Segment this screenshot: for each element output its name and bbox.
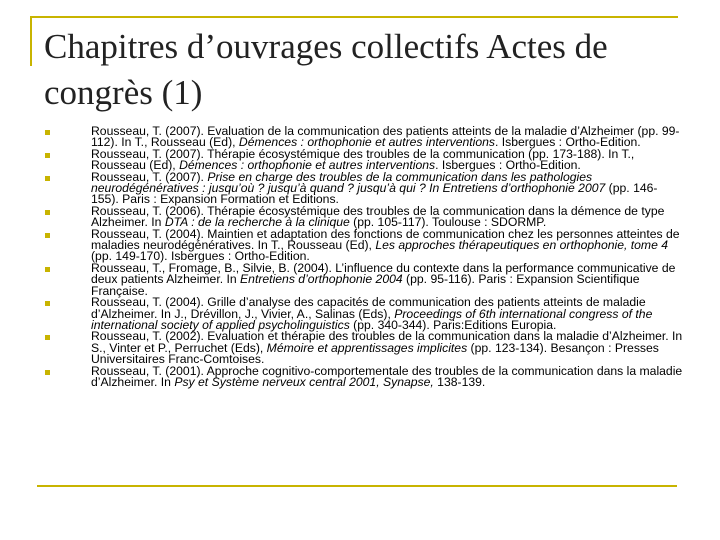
reference-title-italic: Prise en charge des troubles de la communication dans les pathologies neurodégénératives : jusqu’où ? jusqu’à quand ? jusqu’à qui ? In Entretiens d’orthophonie 2007 bbox=[91, 169, 606, 196]
reference-text: (pp. 146-155). Paris : Expansion Formation et Editions. bbox=[91, 181, 658, 207]
reference-title-italic: Les approches thérapeutiques en orthophonie, tome 4 bbox=[375, 238, 669, 253]
reference-text: Rousseau, T., Fromage, B., Silvie, B. (2004). L’influence du contexte dans la performance communicative de deux patients Alzheimer. In bbox=[91, 260, 676, 287]
reference-text: (pp. 95-116). Paris : Expansion Scientifique Française. bbox=[91, 272, 640, 298]
square-bullet-icon bbox=[45, 267, 50, 272]
reference-text: Rousseau, T. (2007). Evaluation de la communication des patients atteints de la maladie d’Alzheimer (pp. 99-112). In T., Rousseau (Ed), bbox=[91, 124, 680, 150]
reference-text: . Isbergues : Ortho-Edition. bbox=[435, 158, 581, 173]
reference-item bbox=[43, 169, 683, 207]
slide-title: Chapitres d’ouvrages collectifs Actes de congrès (1) bbox=[44, 27, 608, 112]
reference-title-italic: Mémoire et apprentissages implicites bbox=[266, 340, 468, 355]
reference-text: Rousseau, T. (2002). Evaluation et thérapie des troubles de la communication dans la maladie d’Alzheimer. In S., Vinter et P., Perruchet (Eds), bbox=[91, 329, 683, 355]
reference-text: Rousseau, T. (2006). Thérapie écosystémique des troubles de la communication dans la démence de type Alzheimer. In bbox=[91, 203, 665, 230]
reference-item bbox=[43, 297, 683, 331]
reference-text: (pp. 149-170). Isbergues : Ortho-Edition. bbox=[91, 249, 310, 264]
reference-title-italic: Démences : orthophonie et autres interventions bbox=[179, 158, 436, 173]
title-frame-vertical-line bbox=[30, 16, 32, 66]
square-bullet-icon bbox=[45, 130, 50, 135]
reference-title-italic: Démences : orthophonie et autres interventions bbox=[238, 135, 495, 150]
reference-title-italic: Psy et Système nerveux central 2001, Synapse, bbox=[174, 374, 434, 389]
reference-title-italic: DTA : de la recherche à la clinique bbox=[164, 215, 350, 230]
reference-text: . Isbergues : Ortho-Edition. bbox=[495, 135, 641, 150]
square-bullet-icon bbox=[45, 176, 50, 181]
reference-text: Rousseau, T. (2007). Thérapie écosystémique des troubles de la communication (pp. 173-188). In T., Rousseau (Ed), bbox=[91, 146, 635, 173]
reference-text: Rousseau, T. (2007). bbox=[91, 169, 208, 184]
reference-text: Rousseau, T. (2004). Grille d’analyse des capacités de communication des patients atteints de maladie d’Alzheimer. In J., Drévillon, J., Vivier, A., Salinas (Eds), bbox=[91, 295, 646, 321]
reference-text: Rousseau, T. (2001). Approche cognitivo-comportementale des troubles de la communication dans la maladie d’Alzheimer. In bbox=[91, 363, 683, 389]
square-bullet-icon bbox=[45, 210, 50, 215]
reference-text: (pp. 105-117). Toulouse : SDORMP. bbox=[349, 215, 547, 230]
reference-item bbox=[43, 363, 683, 389]
square-bullet-icon bbox=[45, 233, 50, 238]
reference-item bbox=[43, 146, 683, 173]
square-bullet-icon bbox=[45, 153, 50, 158]
square-bullet-icon bbox=[45, 370, 50, 375]
reference-item bbox=[43, 203, 683, 230]
reference-item bbox=[43, 126, 683, 149]
reference-text: 138-139. bbox=[433, 374, 486, 389]
reference-text: (pp. 340-344). Paris:Editions Europia. bbox=[349, 317, 557, 332]
footer-line bbox=[37, 485, 677, 487]
reference-item bbox=[43, 226, 683, 264]
reference-item bbox=[43, 331, 683, 365]
reference-item bbox=[43, 260, 683, 298]
reference-text: (pp. 123-134). Besançon : Presses Universitaires Franc-Comtoises. bbox=[91, 340, 659, 367]
square-bullet-icon bbox=[45, 335, 50, 340]
reference-list bbox=[43, 126, 683, 388]
reference-title-italic: Proceedings of 6th international congress of the international society of applied psycholinguistics bbox=[91, 306, 653, 332]
reference-title-italic: Entretiens d’orthophonie 2004 bbox=[240, 272, 403, 287]
title-frame-horizontal-line bbox=[30, 16, 678, 18]
reference-text: Rousseau, T. (2004). Maintien et adaptation des fonctions de communication chez les personnes atteintes de maladies neurodégénératives. In T., Rousseau (Ed), bbox=[91, 226, 680, 253]
square-bullet-icon bbox=[45, 301, 50, 306]
